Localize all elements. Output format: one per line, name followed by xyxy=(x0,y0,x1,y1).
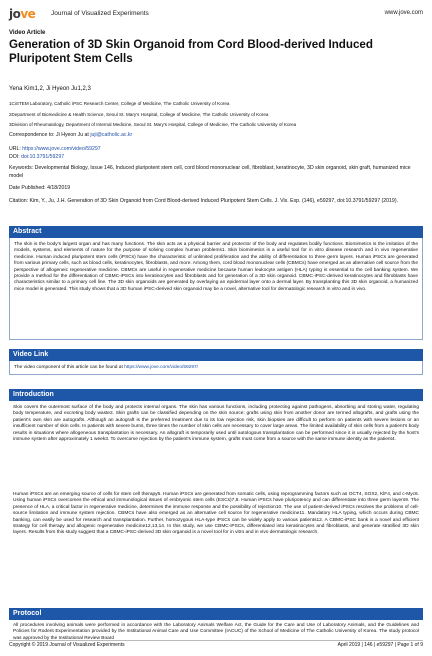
page-footer xyxy=(9,642,423,650)
copyright: Copyright © 2019 Journal of Visualized Experiments xyxy=(9,642,125,648)
article-type: Video Article xyxy=(9,30,46,36)
article-title: Generation of 3D Skin Organoid from Cord Blood-derived Induced Pluripotent Stem Cells xyxy=(9,38,373,65)
affiliation-2: 2Department of Biomedicine & Health Science, Seoul St. Mary's Hospital, College of Medicine, The Catholic University of Korea xyxy=(9,111,269,117)
correspondence: Correspondence to: Ji Hyeon Ju at juji@catholic.ac.kr xyxy=(9,132,133,138)
page-info: April 2019 | 146 | e59297 | Page 1 of 9 xyxy=(337,642,423,648)
introduction-para-1: Skin covers the outermost surface of the body and protects internal organs. The skin has various functions, including protecting against pathogens, absorbing and storing water, regulating body temperature, and excreting body waste2. Skin grafts can be classified depending on the skin source; grafts using skin from another donor are termed allografts, and grafts using the patient's own skin are autografts. Although an autograft is the preferred treatment due to its low rejection risk, skin biopsies are difficult to perform on patients with severe lesions or an insufficient number of skin cells. In patients with severe burns, three times the number of skin cells are necessary to cover large areas. The limited availability of skin cells from a patient's body results in situations where allogeneous transplantation is necessary. An allograft is temporarily used until autologous transplantation can be performed since it is usually rejected by the host's immune system after approximately 1 week3. To overcome rejection by the patient's immune system, grafts must come from a source with the same immune identity as the patient4. xyxy=(13,405,419,443)
correspondence-email-link[interactable]: juji@catholic.ac.kr xyxy=(90,132,133,138)
article-url-link[interactable]: https://www.jove.com/video/59297 xyxy=(22,146,101,152)
video-link-heading: Video Link xyxy=(9,349,423,361)
video-link-box: The video component of this article can be found at https://www.jove.com/video/59297/ xyxy=(9,361,423,375)
authors: Yena Kim1,2, Ji Hyeon Ju1,2,3 xyxy=(9,86,91,92)
date-published: Date Published: 4/18/2019 xyxy=(9,185,71,191)
jove-logo: jove xyxy=(9,7,36,21)
abstract-box xyxy=(9,238,423,340)
page-header xyxy=(9,7,423,21)
citation: Citation: Kim, Y., Ju, J.H. Generation of 3D Skin Organoid from Cord Blood-derived Induced Pluripotent Stem Cells. J. Vis. Exp. (146), e59297, doi:10.3791/59297 (2019). xyxy=(9,198,398,204)
journal-name: Journal of Visualized Experiments xyxy=(51,10,149,17)
article-links: URL: https://www.jove.com/video/59297 DOI: doi:10.3791/59297 xyxy=(9,146,101,160)
affiliations xyxy=(9,99,423,131)
affiliation-3: 3Division of Rheumatology, Department of Internal Medicine, Seoul St. Mary's Hospital, College of Medicine, The Catholic University of Korea xyxy=(9,122,297,127)
site-url[interactable]: www.jove.com xyxy=(384,10,423,16)
footer-divider xyxy=(9,640,423,641)
abstract-text: The skin is the body's largest organ and has many functions. The skin acts as a physical barrier and protector of the body and regulates bodily functions. Biomimetics is the imitation of the models, systems, and elements of nature for the purpose of solving complex human problems1. Skin biomimetics is a useful tool for in vitro disease research and in vivo regenerative medicine. Human induced pluripotent stem cells (iPSCs) have the characteristic of unlimited proliferation and the ability of differentiation to three germ layers. Human iPSCs are generated from various primary cells, such as blood cells, keratinocytes, fibroblasts, and more. Among them, cord blood mononuclear cells (CBMCs) have emerged as an alternative cell source from the perspective of allogeneic regenerative medicine. CBMCs are useful in regenerative medicine because human leukocyte antigen (HLA) typing is essential to the cell banking system. We provide a method for the differentiation of CBMC-iPSCs into keratinocytes and fibroblasts and for generation of a 3D skin organoid. CBMC-iPSC-derived keratinocytes and fibroblasts have characteristics similar to a primary cell line. The 3D skin organoids are generated by overlaying an epidermal layer onto a dermal layer. By transplanting this 3D skin organoid, a humanized mice model is generated. This study shows that a 3D human iPSC-derived skin organoid may be a novel, alternative tool for dermatologic research in vitro and in vivo. xyxy=(14,242,418,292)
protocol-heading: Protocol xyxy=(9,608,423,620)
doi-link[interactable]: doi:10.3791/59297 xyxy=(21,154,65,160)
keywords: Keywords: Developmental Biology, Issue 146, Induced pluripotent stem cell, cord blood mononuclear cell, fibroblast, keratinocyte, 3D skin organoid, skin graft, humanized mice model xyxy=(9,165,411,179)
abstract-heading: Abstract xyxy=(9,226,423,238)
video-url-link[interactable]: https://www.jove.com/video/59297/ xyxy=(124,365,198,370)
protocol-text: All procedures involving animals were performed in accordance with the Laboratory Animals Welfare Act, the Guide for the Care and Use of Laboratory Animals, and the Guidelines and Policies for Rodent Experimentation provided by the Institutional Animal Care and Use Committee (IACUC) of the School of Medicine of The Catholic University of Korea. The study protocol was approved by the Institutional Review Board xyxy=(13,623,419,641)
introduction-para-2: Human iPSCs are an emerging source of cells for stem cell therapy5. Human iPSCs are generated from somatic cells, using reprogramming factors such as OCT4, SOX2, KlF4, and c-Myc6. Using human iPSCs overcomes the ethical and immunological issues of embryonic stem cells (ESCs)7,8. Human iPSCs have pluripotency and can differentiate into three germ layers9. The presence of HLA, a critical factor in regenerative medicine, determines the immune response and the possibility of rejection10. The use of patient-derived iPSCs resolves the problems of cell-source limitation and immune system rejection. CBMCs have also emerged as an alternative cell source for regenerative medicine11. Mandatory HLA typing, which occurs during CBMC banking, can easily be used for research and transplantation. Further, homozygous HLA-type iPSCs can be widely apply to various patients12. A CBMC-iPSC bank is a novel and efficient strategy for cell therapy and allogenic regenerative medicine12,13,14. In this study, we use CBMC-iPSCs, differentiated into keratinocytes and fibroblasts, and generate stratified 3D skin layers. Results from this study suggest that a CBMC-iPSC-derived 3D skin organoid is a novel tool for in vitro and in vivo dermatologic research. xyxy=(13,492,419,536)
affiliation-1: 1CiSTEM Laboratory, Catholic iPSC Research Center, College of Medicine, The Catholic University of Korea xyxy=(9,101,230,106)
introduction-heading: Introduction xyxy=(9,389,423,401)
